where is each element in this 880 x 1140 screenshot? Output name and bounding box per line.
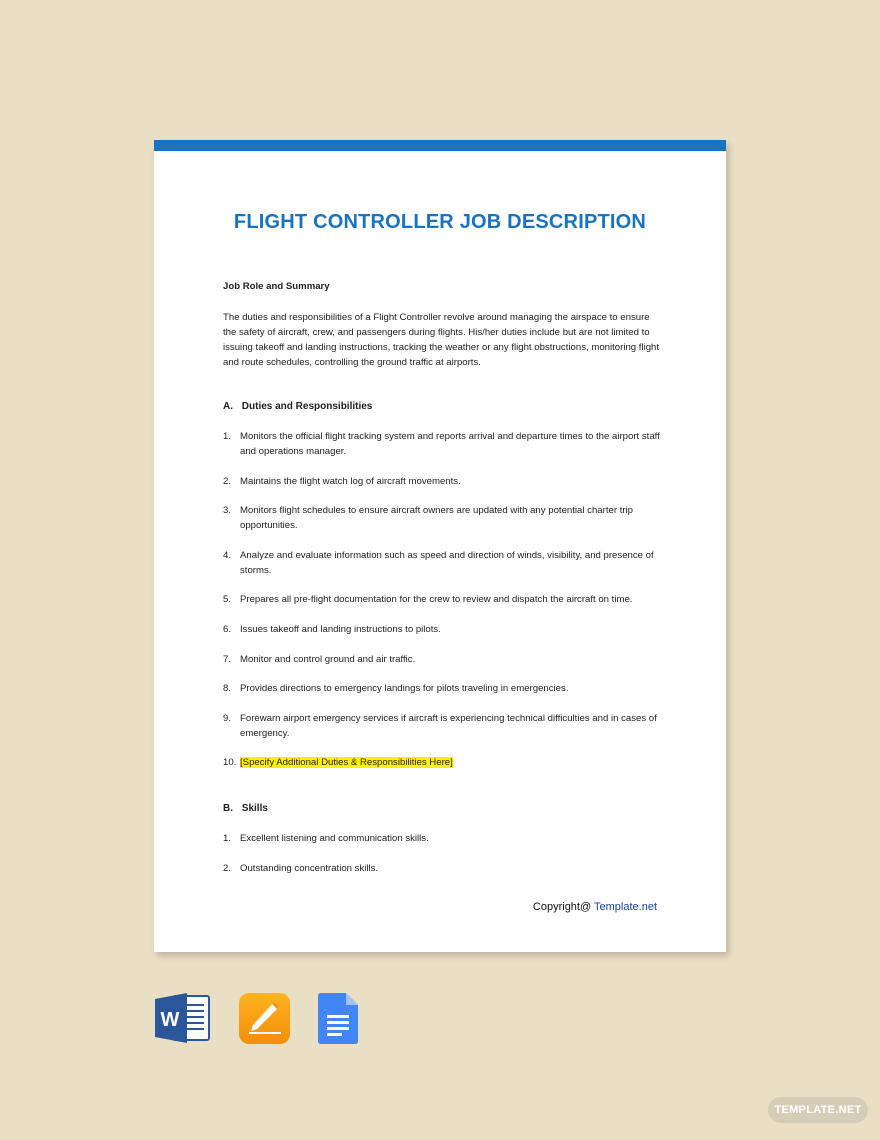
item-number: 2. (223, 863, 232, 874)
header-bar (154, 140, 726, 151)
pages-icon[interactable] (239, 993, 290, 1044)
item-text: Analyze and evaluate information such as speed and direction of winds, visibility, and presence of storms. (240, 550, 654, 576)
item-number: 3. (223, 505, 232, 516)
item-number: 5. (223, 594, 232, 605)
template-net-watermark: TEMPLATE.NET (768, 1097, 868, 1123)
item-number: 1. (223, 833, 232, 844)
word-icon-letter: W (160, 1009, 180, 1031)
item-text: Monitor and control ground and air traffic. (240, 654, 416, 665)
item-text: Provides directions to emergency landings for pilots traveling in emergencies. (240, 683, 569, 694)
item-number: 10. (223, 757, 237, 768)
summary-text: The duties and responsibilities of a Flight Controller revolve around managing the airspace to ensure the safety of aircraft, crew, and passengers during flights. His/her duties include but are not limited to issuing takeoff and landing instructions, tracking the weather or any flight obstructions, monitoring flight and route schedules, controlling the ground traffic at airports. (223, 312, 660, 368)
section-letter: B. (223, 803, 233, 814)
item-text-placeholder (240, 755, 663, 770)
item-text: Forewarn airport emergency services if aircraft is experiencing technical difficulties and in cases of emergency. (240, 713, 657, 739)
item-text: Outstanding concentration skills. (240, 863, 379, 874)
item-number: 4. (223, 550, 232, 561)
document-page (154, 140, 726, 952)
copyright-prefix: Copyright@ (532, 901, 592, 913)
document-title: FLIGHT CONTROLLER JOB DESCRIPTION (233, 211, 647, 233)
item-number: 2. (223, 476, 232, 487)
item-number: 6. (223, 624, 232, 635)
duties-section-heading (223, 399, 372, 414)
item-text: Prepares all pre-flight documentation for the crew to review and dispatch the aircraft on time. (240, 594, 633, 605)
section-letter: A. (223, 401, 233, 412)
item-text: Maintains the flight watch log of aircraft movements. (240, 476, 461, 487)
skills-section-heading (223, 801, 268, 816)
word-icon[interactable] (155, 993, 211, 1043)
item-text: Issues takeoff and landing instructions to pilots. (240, 624, 441, 635)
item-text: Excellent listening and communication skills. (240, 833, 429, 844)
item-number: 7. (223, 654, 232, 665)
copyright-link[interactable]: Template.net (594, 901, 657, 913)
section-title: Skills (241, 803, 268, 814)
item-number: 1. (223, 431, 232, 442)
item-number: 8. (223, 683, 232, 694)
highlighted-placeholder: [Specify Additional Duties & Responsibilities Here] (240, 757, 453, 768)
item-text: Monitors the official flight tracking system and reports arrival and departure times to the airport staff and operations manager. (240, 431, 660, 457)
google-docs-icon[interactable] (318, 993, 358, 1044)
copyright (533, 901, 657, 913)
item-text: Monitors flight schedules to ensure aircraft owners are updated with any potential charter trip opportunities. (240, 505, 634, 531)
summary-heading: Job Role and Summary (223, 281, 330, 292)
section-title: Duties and Responsibilities (241, 401, 373, 412)
item-number: 9. (223, 713, 232, 724)
